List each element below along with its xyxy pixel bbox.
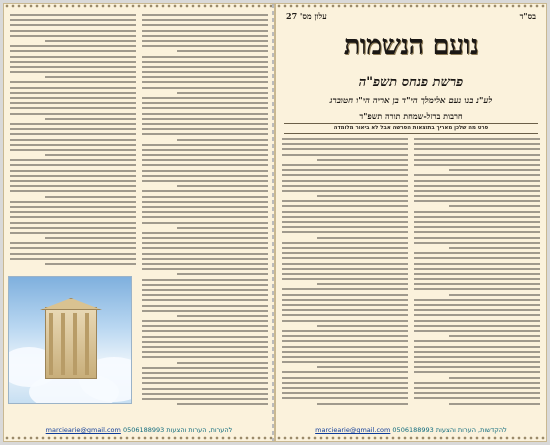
text-line xyxy=(282,174,408,176)
dedication-date: חרבות ברזל-שמחת תורה תשפ"ד xyxy=(359,111,463,121)
text-line xyxy=(142,258,268,260)
text-line xyxy=(10,180,136,182)
text-line xyxy=(142,71,268,73)
footer-contact-text: להערות, הערות והצעות xyxy=(166,426,233,434)
text-line xyxy=(282,143,408,145)
text-line xyxy=(282,252,408,254)
text-line xyxy=(10,232,136,234)
text-line xyxy=(10,87,136,89)
text-line xyxy=(449,403,540,405)
text-line xyxy=(282,190,408,192)
text-line xyxy=(414,180,540,182)
text-line xyxy=(177,403,268,405)
right-page-column-right xyxy=(414,138,540,423)
text-line xyxy=(142,216,268,218)
top-scallop-border xyxy=(276,4,546,9)
text-line xyxy=(142,388,268,390)
text-line xyxy=(414,397,540,399)
text-line xyxy=(282,371,408,373)
text-line xyxy=(142,372,268,374)
text-line xyxy=(414,138,540,140)
text-line xyxy=(414,190,540,192)
text-line xyxy=(142,294,268,296)
text-line xyxy=(414,273,540,275)
text-line xyxy=(414,195,540,197)
text-line xyxy=(282,242,408,244)
text-line xyxy=(10,190,136,192)
text-line xyxy=(142,102,268,104)
text-line xyxy=(282,288,408,290)
text-line xyxy=(414,278,540,280)
text-line xyxy=(142,320,268,322)
text-line xyxy=(10,113,136,115)
text-line xyxy=(282,335,408,337)
text-line xyxy=(414,257,540,259)
text-line xyxy=(10,149,136,151)
text-line xyxy=(414,221,540,223)
text-line xyxy=(282,356,408,358)
text-line xyxy=(317,366,408,368)
text-line xyxy=(10,102,136,104)
text-line xyxy=(142,107,268,109)
text-line xyxy=(282,211,408,213)
text-line xyxy=(10,258,136,260)
text-line xyxy=(414,242,540,244)
text-line xyxy=(414,237,540,239)
text-line xyxy=(142,175,268,177)
text-line xyxy=(282,294,408,296)
text-line xyxy=(142,289,268,291)
text-line xyxy=(142,61,268,63)
text-line xyxy=(317,237,408,239)
header-row xyxy=(286,11,536,23)
text-line xyxy=(282,346,408,348)
top-scallop-border xyxy=(4,4,274,9)
text-line xyxy=(414,382,540,384)
text-line xyxy=(414,387,540,389)
text-line xyxy=(414,252,540,254)
text-line xyxy=(177,139,268,141)
bottom-scallop-border xyxy=(4,436,274,441)
text-line xyxy=(45,40,136,42)
bottom-scallop-border xyxy=(276,436,546,441)
text-line xyxy=(282,392,408,394)
text-line xyxy=(142,159,268,161)
text-line xyxy=(142,164,268,166)
text-line xyxy=(449,205,540,207)
parasha-name: פרשת פנחס תשפ"ה xyxy=(358,75,464,90)
text-line xyxy=(414,283,540,285)
text-line xyxy=(414,371,540,373)
text-line xyxy=(142,196,268,198)
text-line xyxy=(449,377,540,379)
text-line xyxy=(282,340,408,342)
right-page-columns xyxy=(282,138,540,423)
text-line xyxy=(414,211,540,213)
text-line xyxy=(142,24,268,26)
text-line xyxy=(142,341,268,343)
text-line xyxy=(10,247,136,249)
text-line xyxy=(10,175,136,177)
text-line xyxy=(414,299,540,301)
text-line xyxy=(45,154,136,156)
footer-email-link[interactable]: marciearie@gmail.com xyxy=(315,426,391,434)
text-line xyxy=(10,227,136,229)
text-line xyxy=(142,232,268,234)
text-line xyxy=(45,263,136,265)
text-line xyxy=(10,45,136,47)
text-line xyxy=(282,226,408,228)
text-line xyxy=(10,211,136,213)
text-line xyxy=(10,139,136,141)
footer-email-link[interactable]: marciearie@gmail.com xyxy=(45,426,121,434)
text-line xyxy=(142,325,268,327)
text-line xyxy=(177,227,268,229)
text-line xyxy=(10,123,136,125)
text-line xyxy=(414,216,540,218)
text-line xyxy=(414,226,540,228)
text-line xyxy=(414,148,540,150)
text-line xyxy=(142,263,268,265)
text-line xyxy=(177,92,268,94)
text-line xyxy=(10,133,136,135)
text-line xyxy=(282,185,408,187)
text-line xyxy=(142,76,268,78)
text-line xyxy=(282,278,408,280)
left-page-column-right xyxy=(142,14,268,419)
text-line xyxy=(317,325,408,327)
text-line xyxy=(10,24,136,26)
left-page xyxy=(4,4,274,441)
text-line xyxy=(142,30,268,32)
text-line xyxy=(142,56,268,58)
text-line xyxy=(414,392,540,394)
text-line xyxy=(142,299,268,301)
text-line xyxy=(317,159,408,161)
text-line xyxy=(282,382,408,384)
text-line xyxy=(282,247,408,249)
text-line xyxy=(142,367,268,369)
text-line xyxy=(414,330,540,332)
text-line xyxy=(10,71,136,73)
text-line xyxy=(10,201,136,203)
page-gutter xyxy=(272,4,274,441)
text-line xyxy=(142,144,268,146)
text-line xyxy=(177,50,268,52)
text-line xyxy=(282,268,408,270)
text-line xyxy=(177,362,268,364)
text-line xyxy=(142,81,268,83)
text-line xyxy=(449,247,540,249)
footer-phone: 0506188993 xyxy=(122,426,165,434)
issue-number: עלון מס' 27 xyxy=(286,11,327,21)
text-line xyxy=(177,273,268,275)
text-line xyxy=(142,66,268,68)
text-line xyxy=(282,304,408,306)
text-line xyxy=(282,148,408,150)
text-line xyxy=(414,200,540,202)
text-line xyxy=(177,315,268,317)
text-line xyxy=(10,185,136,187)
text-line xyxy=(414,159,540,161)
text-line xyxy=(142,284,268,286)
left-page-footer xyxy=(14,426,264,434)
text-line xyxy=(142,206,268,208)
text-line xyxy=(10,66,136,68)
text-line xyxy=(45,76,136,78)
text-line xyxy=(282,180,408,182)
text-line xyxy=(142,128,268,130)
text-line xyxy=(142,242,268,244)
text-line xyxy=(142,393,268,395)
text-line xyxy=(10,35,136,37)
footer-phone: 0506188993 xyxy=(392,426,434,434)
text-line xyxy=(414,346,540,348)
text-line xyxy=(45,118,136,120)
text-line xyxy=(10,170,136,172)
text-line xyxy=(414,304,540,306)
text-line xyxy=(317,195,408,197)
text-line xyxy=(142,351,268,353)
text-line xyxy=(414,366,540,368)
text-line xyxy=(414,154,540,156)
text-line xyxy=(10,253,136,255)
text-line xyxy=(10,61,136,63)
text-line xyxy=(414,268,540,270)
text-line xyxy=(142,398,268,400)
text-line xyxy=(142,268,268,270)
text-line xyxy=(282,200,408,202)
text-line xyxy=(414,185,540,187)
text-line xyxy=(142,154,268,156)
text-line xyxy=(449,169,540,171)
text-line xyxy=(142,310,268,312)
text-line xyxy=(414,325,540,327)
text-line xyxy=(142,330,268,332)
text-line xyxy=(282,263,408,265)
text-line xyxy=(142,180,268,182)
text-line xyxy=(449,335,540,337)
text-line xyxy=(414,288,540,290)
text-line xyxy=(282,351,408,353)
text-line xyxy=(10,97,136,99)
text-line xyxy=(142,211,268,213)
text-line xyxy=(142,237,268,239)
text-line xyxy=(10,144,136,146)
text-line xyxy=(142,279,268,281)
text-line xyxy=(282,205,408,207)
text-line xyxy=(414,320,540,322)
text-line xyxy=(45,237,136,239)
text-line xyxy=(282,273,408,275)
text-line xyxy=(142,356,268,358)
text-line xyxy=(414,231,540,233)
text-line xyxy=(142,19,268,21)
right-page-footer xyxy=(286,426,536,434)
text-line xyxy=(10,206,136,208)
text-line xyxy=(414,351,540,353)
text-line xyxy=(142,14,268,16)
text-line xyxy=(414,356,540,358)
text-line xyxy=(449,294,540,296)
text-line xyxy=(142,149,268,151)
text-line xyxy=(10,216,136,218)
text-line xyxy=(142,87,268,89)
newsletter-title: נועם הנשמות xyxy=(343,30,479,61)
text-line xyxy=(177,185,268,187)
temple-illustration xyxy=(8,276,132,404)
text-line xyxy=(142,133,268,135)
text-line xyxy=(414,314,540,316)
dedication-line: לע"נ בנו נעם אלימלך הי"ד בן אריה הי"ו חטוברג xyxy=(329,96,493,106)
text-line xyxy=(142,382,268,384)
text-line xyxy=(414,263,540,265)
right-page xyxy=(276,4,546,441)
text-line xyxy=(414,164,540,166)
text-line xyxy=(142,305,268,307)
text-line xyxy=(142,118,268,120)
text-line xyxy=(10,107,136,109)
text-line xyxy=(282,377,408,379)
text-line xyxy=(282,154,408,156)
text-line xyxy=(10,242,136,244)
text-line xyxy=(10,128,136,130)
text-line xyxy=(142,190,268,192)
text-line xyxy=(142,35,268,37)
text-line xyxy=(142,170,268,172)
text-line xyxy=(282,138,408,140)
text-line xyxy=(10,56,136,58)
text-line xyxy=(10,50,136,52)
text-line xyxy=(10,92,136,94)
footer-contact-text: להקדשות, הערות והצעות xyxy=(435,426,507,434)
text-line xyxy=(10,159,136,161)
text-line xyxy=(282,231,408,233)
text-line xyxy=(282,320,408,322)
text-line xyxy=(10,14,136,16)
text-line xyxy=(282,361,408,363)
text-line xyxy=(142,222,268,224)
text-line xyxy=(282,216,408,218)
text-line xyxy=(317,283,408,285)
text-line xyxy=(10,19,136,21)
text-line xyxy=(142,123,268,125)
text-line xyxy=(142,97,268,99)
text-line xyxy=(142,113,268,115)
text-line xyxy=(282,169,408,171)
text-line xyxy=(282,299,408,301)
text-line xyxy=(142,247,268,249)
text-line xyxy=(282,314,408,316)
text-line xyxy=(414,309,540,311)
text-line xyxy=(10,222,136,224)
text-line xyxy=(142,253,268,255)
text-line xyxy=(142,45,268,47)
text-line xyxy=(10,81,136,83)
text-line xyxy=(414,340,540,342)
right-page-column-left xyxy=(282,138,408,423)
text-line xyxy=(282,164,408,166)
text-line xyxy=(282,397,408,399)
text-line xyxy=(142,336,268,338)
text-line xyxy=(45,196,136,198)
divider xyxy=(284,133,538,134)
text-line xyxy=(282,330,408,332)
text-line xyxy=(142,201,268,203)
text-line xyxy=(317,403,408,405)
text-line xyxy=(10,164,136,166)
text-line xyxy=(414,174,540,176)
text-line xyxy=(10,30,136,32)
text-line xyxy=(142,40,268,42)
besiyata-dishmaya: בס"ד xyxy=(519,11,536,21)
text-line xyxy=(142,346,268,348)
divider xyxy=(284,123,538,124)
text-line xyxy=(282,387,408,389)
text-line xyxy=(282,309,408,311)
text-line xyxy=(414,361,540,363)
text-line xyxy=(142,377,268,379)
text-line xyxy=(414,143,540,145)
text-line xyxy=(282,221,408,223)
article-subheading: פרט מה שלכן מאריך בתוצאות הפרשה אבל לא ביאור מלומדה xyxy=(333,125,489,131)
text-line xyxy=(282,257,408,259)
